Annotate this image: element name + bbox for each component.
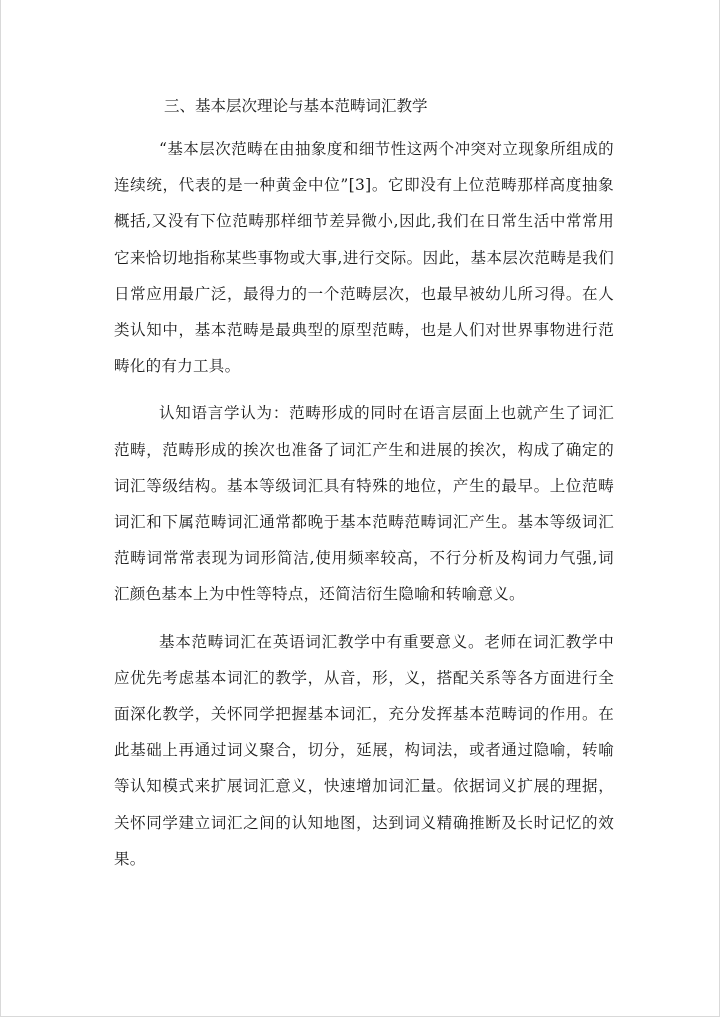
section-heading: 三、基本层次理论与基本范畴词汇教学 bbox=[164, 97, 428, 115]
paragraph-basic-level-category: “基本层次范畴在由抽象度和细节性这两个冲突对立现象所组成的连续统，代表的是一种黄金中位”[3]。它即没有上位范畴那样高度抽象概括,又没有下位范畴那样细节差异微小,因此,我们在日常生活中常常用它来恰切地指称某些事物或大事,进行交际。因此，基本层次范畴是我们日常应用最广泛，最得力的一个范畴层次，也最早被幼儿所习得。在人类认知中，基本范畴是最典型的原型范畴，也是人们对世界事物进行范畴化的有力工具。 bbox=[114, 140, 614, 376]
document-body bbox=[114, 88, 614, 888]
paragraph-cognitive-linguistics: 认知语言学认为：范畴形成的同时在语言层面上也就产生了词汇范畴，范畴形成的挨次也准备了词汇产生和进展的挨次，构成了确定的词汇等级结构。基本等级词汇具有特殊的地位，产生的最早。上位范畴词汇和下属范畴词汇通常都晚于基本范畴范畴词汇产生。基本等级词汇范畴词常常表现为词形简洁,使用频率较高，不行分析及构词力气强,词汇颜色基本上为中性等特点，还简洁衍生隐喻和转喻意义。 bbox=[114, 404, 614, 604]
paragraph-vocabulary-teaching: 基本范畴词汇在英语词汇教学中有重要意义。老师在词汇教学中应优先考虑基本词汇的教学，从音，形，义，搭配关系等各方面进行全面深化教学，关怀同学把握基本词汇，充分发挥基本范畴词的作用。在此基础上再通过词义聚合，切分，延展，构词法，或者通过隐喻，转喻等认知模式来扩展词汇意义，快速增加词汇量。依据词义扩展的理据，关怀同学建立词汇之间的认知地图，达到词义精确推断及长时记忆的效果。 bbox=[114, 632, 614, 868]
